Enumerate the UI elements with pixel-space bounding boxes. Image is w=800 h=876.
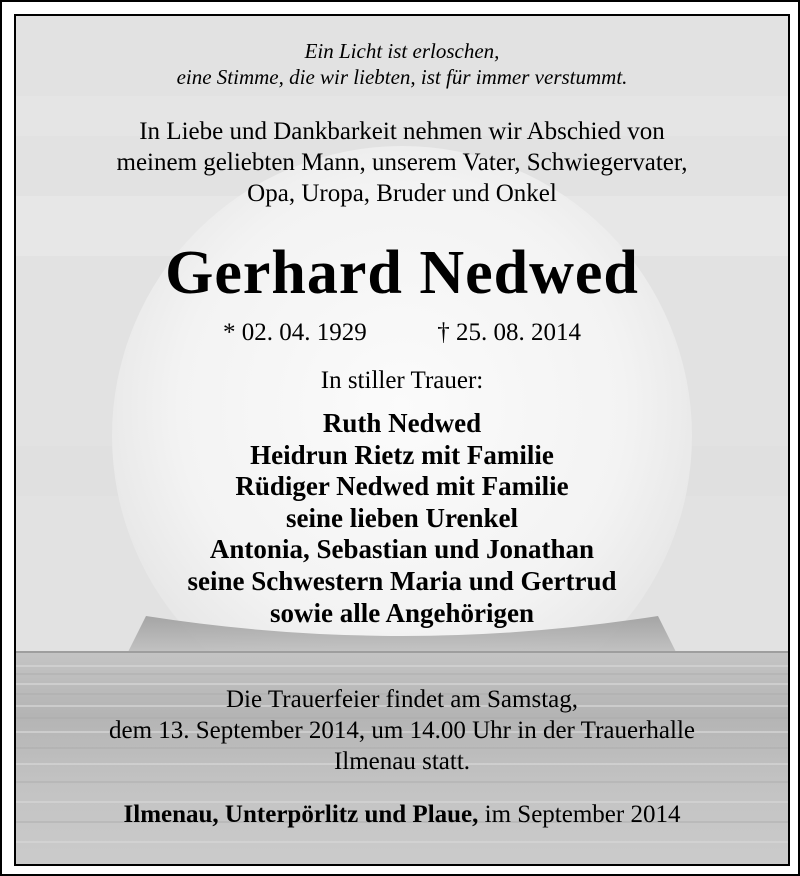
place-date-footer [16,800,788,830]
mourner-entry: sowie alle Angehörigen [270,597,534,628]
footer-date: im September 2014 [484,801,681,828]
farewell-intro [16,116,788,209]
service-line-1: Die Trauerfeier findet am Samstag, [226,686,578,713]
footer-places: Ilmenau, Unterpörlitz und Plaue, [123,801,479,828]
death-date: 25. 08. 2014 [456,319,581,346]
mourners-list [16,408,788,629]
mourner-entry: Rüdiger Nedwed mit Familie [235,471,569,502]
mourning-label: In stiller Trauer: [320,367,484,394]
birth-symbol: * [223,319,236,346]
intro-line-3: Opa, Uropa, Bruder und Onkel [247,180,557,207]
death-cross-symbol: † [437,319,450,346]
intro-line-2: meinem geliebten Mann, unserem Vater, Schwiegervater, [116,149,688,176]
service-line-3: Ilmenau statt. [333,748,471,775]
quote-line-2: eine Stimme, die wir liebten, ist für immer verstummt. [176,65,628,89]
obituary-panel [14,14,790,866]
mourner-entry: seine lieben Urenkel [286,502,518,533]
mourner-entry: seine Schwestern Maria und Gertrud [187,565,617,596]
mourner-entry: Heidrun Rietz mit Familie [250,439,554,470]
service-line-2: dem 13. September 2014, um 14.00 Uhr in der Trauerhalle [108,717,695,744]
intro-line-1: In Liebe und Dankbarkeit nehmen wir Abschied von [139,118,665,145]
birth-date: 02. 04. 1929 [241,319,367,346]
memorial-quote [16,38,788,90]
quote-line-1: Ein Licht ist erloschen, [304,39,500,63]
mourner-entry: Ruth Nedwed [322,408,482,438]
deceased-name: Gerhard Nedwed [165,239,639,307]
mourner-entry: Antonia, Sebastian und Jonathan [209,534,595,565]
funeral-service-info [16,684,788,777]
life-dates [16,318,788,348]
